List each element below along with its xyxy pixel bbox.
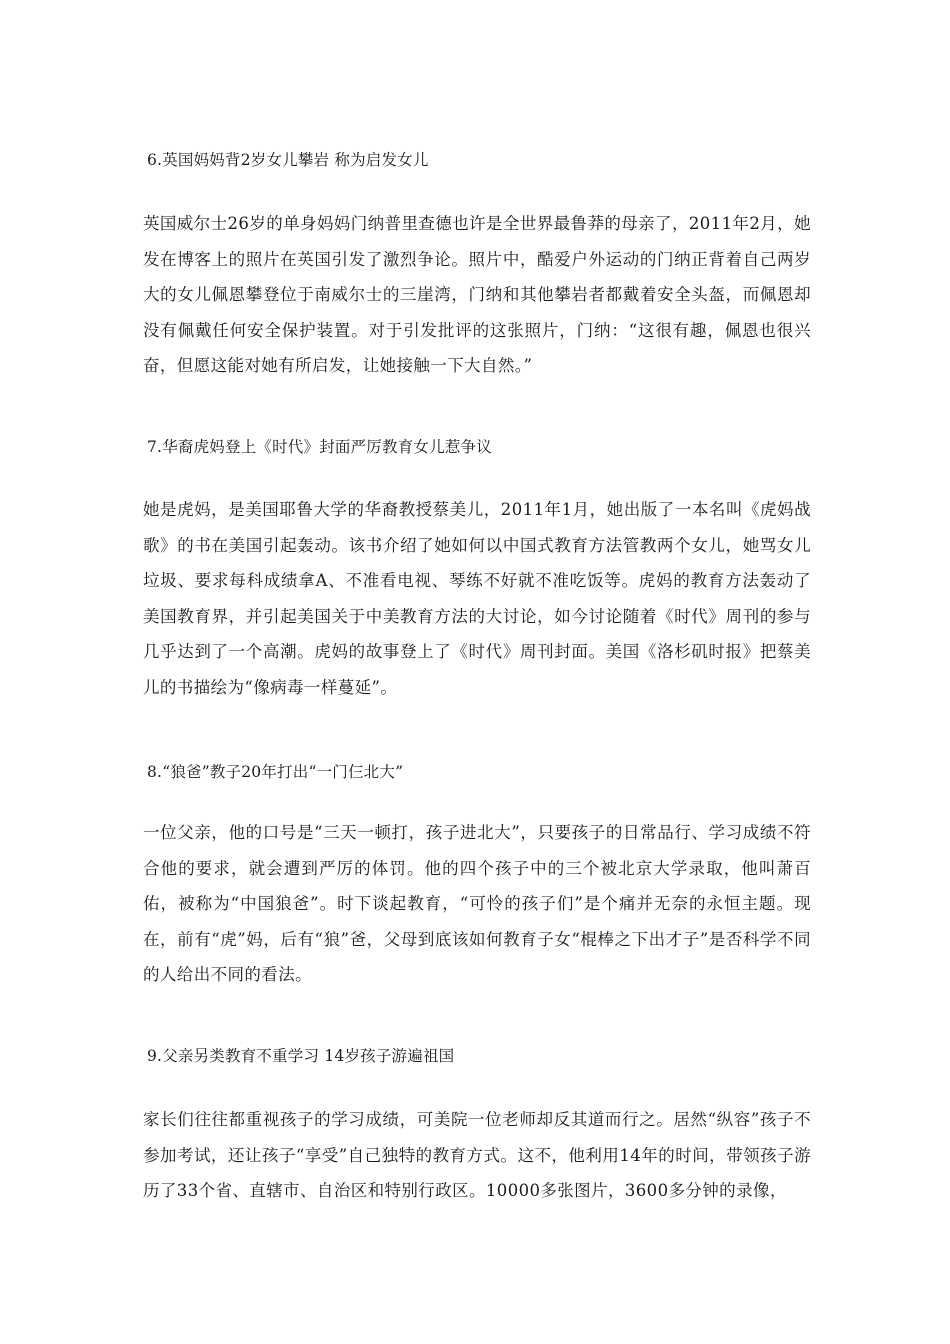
section-6-heading: 6.英国妈妈背2岁女儿攀岩 称为启发女儿 [147, 151, 429, 169]
section-7-heading: 7.华裔虎妈登上《时代》封面严厉教育女儿惹争议 [147, 438, 492, 456]
section-9-paragraph: 家长们往往都重视孩子的学习成绩，可美院一位老师却反其道而行之。居然“纵容”孩子不参加考试，还让孩子“享受”自己独特的教育方式。这不，他利用14年的时间，带领孩子游历了33个省、直辖市、自治区和特别行政区。10000多张图片，3600多分钟的录像， [143, 1110, 811, 1200]
section-7-paragraph: 她是虎妈，是美国耶鲁大学的华裔教授蔡美儿，2011年1月，她出版了一本名叫《虎妈战歌》的书在美国引起轰动。该书介绍了她如何以中国式教育方法管教两个女儿，她骂女儿垃圾、要求每科成绩拿A、不准看电视、琴练不好就不准吃饭等。虎妈的教育方法轰动了美国教育界，并引起美国关于中美教育方法的大讨论，如今讨论随着《时代》周刊的参与几乎达到了一个高潮。虎妈的故事登上了《时代》周刊封面。美国《洛杉矶时报》把蔡美儿的书描绘为“像病毒一样蔓延”。 [143, 500, 811, 697]
section-6-paragraph: 英国威尔士26岁的单身妈妈门纳普里查德也许是全世界最鲁莽的母亲了，2011年2月，她发在博客上的照片在英国引发了激烈争论。照片中，酷爱户外运动的门纳正背着自己两岁大的女儿佩恩攀登位于南威尔士的三崖湾，门纳和其他攀岩者都戴着安全头盔，而佩恩却没有佩戴任何安全保护装置。对于引发批评的这张照片，门纳：“这很有趣，佩恩也很兴奋，但愿这能对她有所启发，让她接触一下大自然。” [143, 214, 811, 375]
section-8-heading: 8.“狼爸”教子20年打出“一门仨北大” [147, 763, 404, 781]
section-9-heading: 9.父亲另类教育不重学习 14岁孩子游遍祖国 [147, 1047, 455, 1065]
section-8-paragraph: 一位父亲，他的口号是“三天一顿打，孩子进北大”，只要孩子的日常品行、学习成绩不符合他的要求，就会遭到严厉的体罚。他的四个孩子中的三个被北京大学录取，他叫萧百佑，被称为“中国狼爸”。时下谈起教育，“可怜的孩子们”是个痛并无奈的永恒主题。现在，前有“虎”妈，后有“狼”爸，父母到底该如何教育子女“棍棒之下出才子”是否科学不同的人给出不同的看法。 [143, 823, 811, 984]
